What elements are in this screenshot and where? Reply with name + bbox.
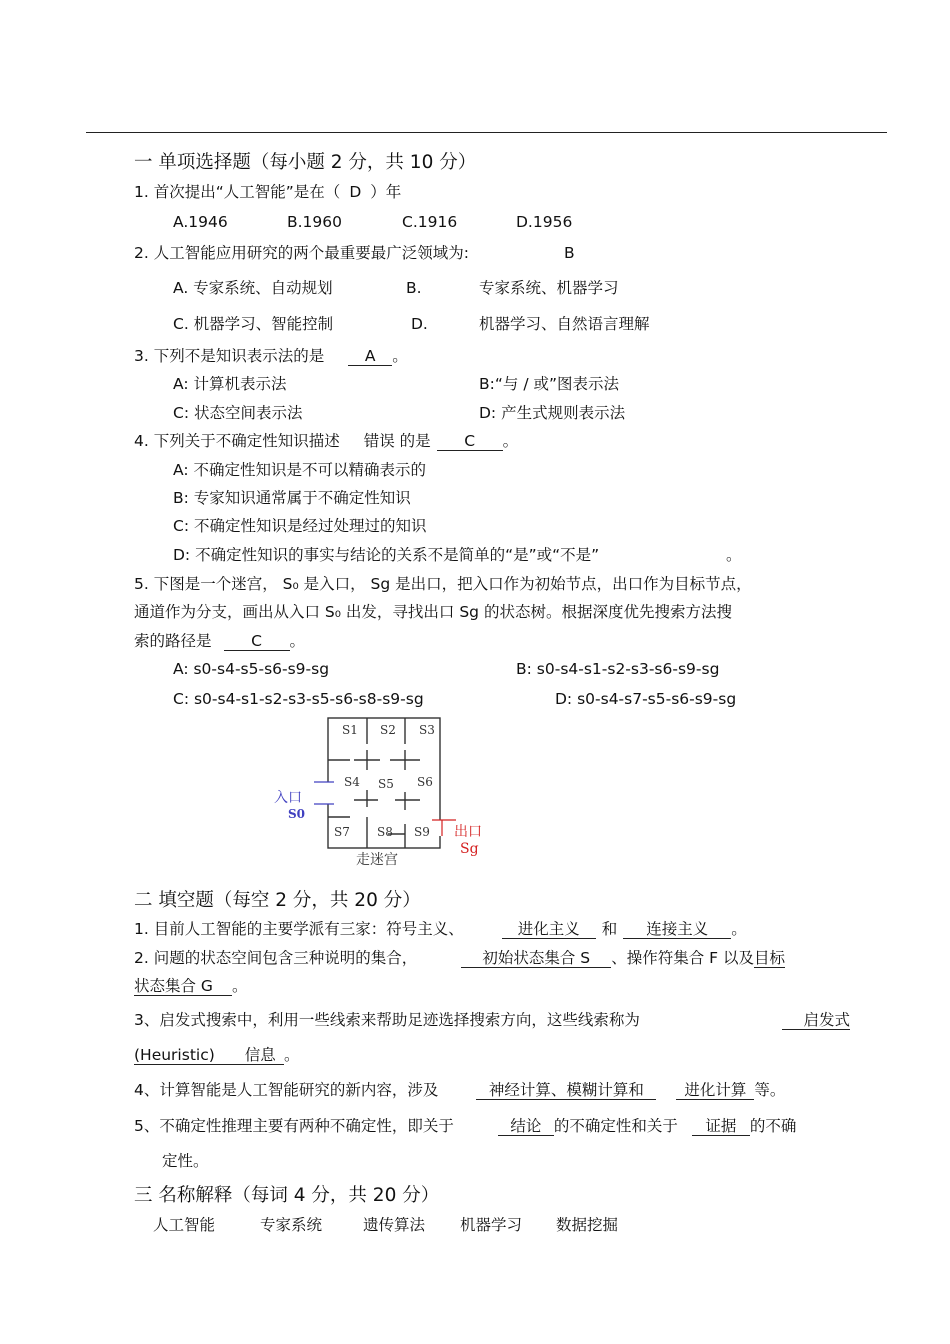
fill-q2-line1: 2. 问题的状态空间包含三种说明的集合， 初始状态集合 S 、操作符集合 F 以及目标 <box>134 949 786 967</box>
term-4: 机器学习 <box>460 1216 523 1234</box>
fill-q5-answer1: 结论 <box>498 1117 554 1136</box>
q2-opt-d-letter: D. <box>411 315 428 333</box>
fill-q1-answer1: 进化主义 <box>502 920 596 939</box>
maze-cell-s2: S2 <box>380 723 396 737</box>
header-rule <box>86 132 887 133</box>
q3-text: 3. 下列不是知识表示法的是 A 。 <box>134 347 408 365</box>
q4-opt-d: D: 不确定性知识的事实与结论的关系不是简单的“是”或“不是” <box>173 546 600 564</box>
maze-cell-s5: S5 <box>378 777 394 791</box>
fill-q5-line2: 定性。 <box>162 1152 209 1170</box>
maze-exit-code: Sg <box>460 841 479 857</box>
fill-q2-answer2-part1: 目标 <box>754 949 786 967</box>
q1-opt-c: C.1916 <box>402 213 458 231</box>
maze-cell-s8: S8 <box>377 825 393 839</box>
q5-opt-a: A: s0-s4-s5-s6-s9-sg <box>173 660 330 678</box>
q1-opt-a: A.1946 <box>173 213 228 231</box>
q2-opt-b: 专家系统、机器学习 <box>479 279 619 297</box>
q5-opt-c: C: s0-s4-s1-s2-s3-s5-s6-s8-s9-sg <box>173 690 424 708</box>
term-1: 人工智能 <box>153 1216 216 1234</box>
q4-answer: C <box>437 432 503 451</box>
term-3: 遗传算法 <box>363 1216 426 1234</box>
q1-opt-b: B.1960 <box>287 213 343 231</box>
q2-answer: B <box>564 244 575 262</box>
fill-q1-answer2: 连接主义 <box>623 920 731 939</box>
maze-cell-s7: S7 <box>334 825 350 839</box>
maze-cell-s4: S4 <box>344 775 360 789</box>
maze-exit-label: 出口 <box>454 824 482 840</box>
section3-title: 三 名称解释（每词 4 分，共 20 分） <box>134 1185 440 1206</box>
maze-cell-s9: S9 <box>414 825 430 839</box>
q5-line1: 5. 下图是一个迷宫， S₀ 是入口， Sg 是出口，把入口作为初始节点，出口作为目标节点， <box>134 575 752 593</box>
q3-opt-d: D: 产生式规则表示法 <box>479 404 626 422</box>
fill-q3-answer-cont: (Heuristic) 信息 <box>134 1046 284 1065</box>
q5-line3: 索的路径是 C 。 <box>134 632 306 650</box>
q2-opt-c: C. 机器学习、智能控制 <box>173 315 334 333</box>
q3-opt-a: A: 计算机表示法 <box>173 375 287 393</box>
section2-title: 二 填空题（每空 2 分，共 20 分） <box>134 890 421 911</box>
q3-answer: A <box>348 347 392 366</box>
q1-text: 1. 首次提出“人工智能”是在（ D ）年 <box>134 183 402 201</box>
q4-opt-a: A: 不确定性知识是不可以精确表示的 <box>173 461 426 479</box>
fill-q1: 1. 目前人工智能的主要学派有三家：符号主义、 进化主义 和 连接主义 。 <box>134 920 747 938</box>
q4-opt-b: B: 专家知识通常属于不确定性知识 <box>173 489 411 507</box>
q4-opt-c: C: 不确定性知识是经过处理过的知识 <box>173 517 427 535</box>
maze-cell-s1: S1 <box>342 723 358 737</box>
q2-text: 2. 人工智能应用研究的两个最重要最广泛领域为: <box>134 244 469 262</box>
fill-q2-line2: 状态集合 G 。 <box>134 977 248 995</box>
term-5: 数据挖掘 <box>556 1216 619 1234</box>
q4-opt-d-tail: 。 <box>726 546 742 564</box>
maze-cell-s3: S3 <box>419 723 435 737</box>
fill-q5-line1: 5、不确定性推理主要有两种不确定性，即关于 结论 的不确定性和关于 证据 的不确 <box>134 1117 797 1135</box>
q5-opt-b: B: s0-s4-s1-s2-s3-s6-s9-sg <box>516 660 720 678</box>
q2-opt-a: A. 专家系统、自动规划 <box>173 279 333 297</box>
maze-diagram <box>270 712 500 872</box>
fill-q3-answer: 启发式 <box>782 1010 850 1030</box>
fill-q5-answer2: 证据 <box>692 1117 750 1136</box>
fill-q4-answer1: 神经计算、模糊计算和 <box>476 1081 656 1100</box>
maze-entry-label: 入口 <box>274 790 302 806</box>
section1-title: 一 单项选择题（每小题 2 分，共 10 分） <box>134 152 477 173</box>
maze-entry-code: S0 <box>288 807 306 821</box>
term-2: 专家系统 <box>260 1216 323 1234</box>
fill-q2-answer2-part2: 状态集合 G <box>134 977 232 996</box>
maze-caption: 走迷宫 <box>356 852 398 868</box>
q2-opt-b-letter: B. <box>406 279 422 297</box>
q3-opt-c: C: 状态空间表示法 <box>173 404 303 422</box>
q5-line2: 通道作为分支，画出从入口 S₀ 出发，寻找出口 Sg 的状态树。根据深度优先搜索方法搜 <box>134 603 732 621</box>
fill-q4: 4、计算智能是人工智能研究的新内容，涉及 神经计算、模糊计算和 进化计算 等。 <box>134 1081 786 1099</box>
fill-q3-line1: 3、启发式搜索中，利用一些线索来帮助足迹选择搜索方向，这些线索称为 <box>134 1011 640 1029</box>
fill-q3-line2: (Heuristic) 信息 。 <box>134 1046 300 1064</box>
q4-text: 4. 下列关于不确定性知识描述 错误 的是 C 。 <box>134 432 519 450</box>
maze-cell-s6: S6 <box>417 775 433 789</box>
q3-opt-b: B:“与 / 或”图表示法 <box>479 375 619 393</box>
q1-opt-d: D.1956 <box>516 213 573 231</box>
q5-answer: C <box>224 632 290 651</box>
q5-opt-d: D: s0-s4-s7-s5-s6-s9-sg <box>555 690 737 708</box>
fill-q4-answer2: 进化计算 <box>676 1081 754 1100</box>
q1-answer: D <box>349 183 362 201</box>
fill-q2-answer1: 初始状态集合 S <box>461 949 611 968</box>
q2-opt-d: 机器学习、自然语言理解 <box>479 315 650 333</box>
